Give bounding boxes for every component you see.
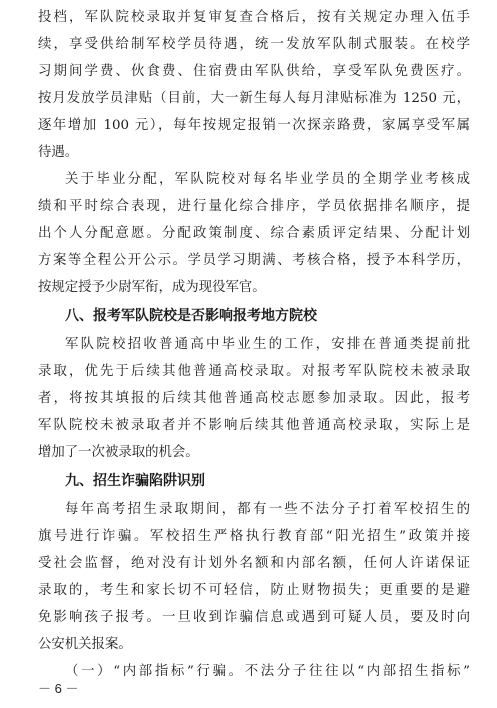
text-line: 增加了一次被录取的机会。: [38, 445, 199, 460]
text-line: （一）“内部指标”行骗。不法分子往往以“内部招生指标”: [65, 664, 470, 679]
text-line: 出个人分配意愿。分配政策制度、综合素质评定结果、分配计划: [38, 226, 470, 241]
text-line: 军队院校未被录取者并不影响后续其他普通高校录取，实际上是: [38, 418, 470, 433]
text-line: 者，将按其填报的后续其他普通高校志愿参加录取。因此，报考: [38, 391, 470, 406]
text-line: 受社会监督，绝对没有计划外名额和内部名额，任何人许诺保证: [38, 556, 470, 571]
text-line: 习期间学费、伙食费、住宿费由军队供给，享受军队免费医疗。: [38, 64, 470, 79]
text-line: 免影响孩子报考。一旦收到诈骗信息或遇到可疑人员，要及时向: [38, 610, 470, 625]
text-line: 旗号进行诈骗。军校招生严格执行教育部“阳光招生”政策并接: [38, 529, 470, 544]
text-line: 投档，军队院校录取并复审复查合格后，按有关规定办理入伍手: [38, 10, 470, 25]
text-line: 录取，优先于后续其他普通高校录取。对报考军队院校未被录取: [38, 364, 470, 379]
document-body: [38, 4, 470, 685]
text-line: 每年高考招生录取期间，都有一些不法分子打着军校招生的: [65, 502, 470, 517]
text-line: 录取的，考生和家长切不可轻信，防止财物损失；更重要的是避: [38, 583, 470, 598]
text-line: 续，享受供给制军校学员待遇，统一发放军队制式服装。在校学: [38, 37, 470, 52]
text-line: 逐年增加 100 元），每年按规定报销一次探亲路费，家属享受军属: [38, 118, 470, 133]
text-line: 军队院校招收普通高中毕业生的工作，安排在普通类提前批: [65, 337, 470, 352]
text-line: 待遇。: [38, 145, 79, 160]
page-number: － 6 －: [38, 681, 79, 696]
text-line: 公安机关报案。: [38, 637, 132, 652]
text-line: 按月发放学员津贴（目前，大一新生每人每月津贴标准为 1250 元，: [38, 91, 470, 106]
text-line: 按规定授予少尉军衔，成为现役军官。: [38, 280, 266, 295]
section-heading: 八、报考军队院校是否影响报考地方院校: [65, 308, 317, 324]
text-line: 绩和平时综合表现，进行量化综合排序，学员依据排名顺序，提: [38, 199, 470, 214]
section-heading: 九、招生诈骗陷阱识别: [65, 473, 205, 489]
text-line: 方案等全程公开公示。学员学习期满、考核合格，授予本科学历，: [38, 253, 470, 268]
text-line: 关于毕业分配，军队院校对每名毕业学员的全期学业考核成: [65, 172, 470, 187]
